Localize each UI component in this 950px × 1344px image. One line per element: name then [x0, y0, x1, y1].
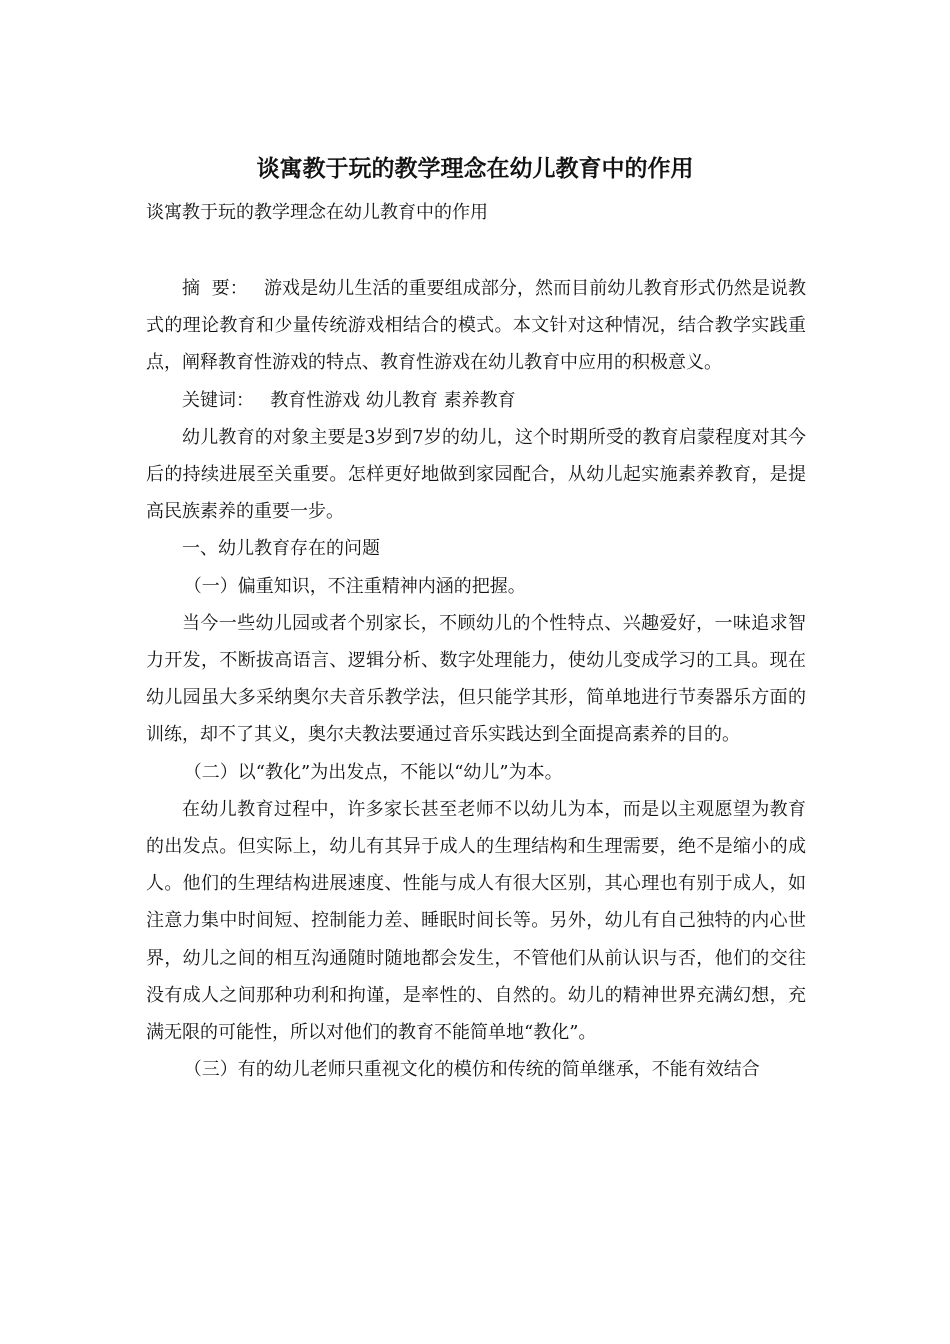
keywords-paragraph — [146, 382, 806, 419]
subsection-2-paragraph: 在幼儿教育过程中，许多家长甚至老师不以幼儿为本，而是以主观愿望为教育的出发点。但实际上，幼儿有其异于成人的生理结构和生理需要，绝不是缩小的成人。他们的生理结构进展速度、性能与成人有很大区别，其心理也有别于成人，如注意力集中时间短、控制能力差、睡眠时间长等。另外，幼儿有自己独特的内心世界，幼儿之间的相互沟通随时随地都会发生，不管他们从前认识与否，他们的交往没有成人之间那种功利和拘谨，是率性的、自然的。幼儿的精神世界充满幻想，充满无限的可能性，所以对他们的教育不能简单地“教化”。 — [146, 798, 806, 1044]
abstract-text: 游戏是幼儿生活的重要组成部分，然而目前幼儿教育形式仍然是说教式的理论教育和少量传统游戏相结合的模式。本文针对这种情况，结合教学实践重点，阐释教育性游戏的特点、教育性游戏在幼儿教育中应用的积极意义。 — [146, 278, 806, 374]
keywords-text: 教育性游戏 幼儿教育 素养教育 — [270, 389, 516, 411]
subsection-heading-1: （一）偏重知识，不注重精神内涵的把握。 — [183, 575, 526, 597]
subsection-heading-2: （二）以“教化”为出发点，不能以“幼儿”为本。 — [183, 761, 563, 783]
document-title: 谈寓教于玩的教学理念在幼儿教育中的作用 — [256, 156, 694, 182]
intro-paragraph: 幼儿教育的对象主要是3岁到7岁的幼儿，这个时期所受的教育启蒙程度对其今后的持续进展至关重要。怎样更好地做到家园配合，从幼儿起实施素养教育，是提高民族素养的重要一步。 — [146, 426, 806, 523]
document-body — [146, 270, 806, 1088]
abstract-paragraph — [146, 270, 806, 382]
abstract-label: 摘 要： — [182, 278, 248, 299]
document-subtitle: 谈寓教于玩的教学理念在幼儿教育中的作用 — [146, 202, 488, 223]
subsection-heading-3: （三）有的幼儿老师只重视文化的模仿和传统的简单继承，不能有效结合 — [183, 1059, 760, 1081]
keywords-label: 关键词： — [182, 389, 254, 411]
subsection-1-paragraph: 当今一些幼儿园或者个别家长，不顾幼儿的个性特点、兴趣爱好，一味追求智力开发，不断拔高语言、逻辑分析、数字处理能力，使幼儿变成学习的工具。现在幼儿园虽大多采纳奥尔夫音乐教学法，但只能学其形，简单地进行节奏器乐方面的训练，却不了其义，奥尔夫教法要通过音乐实践达到全面提高素养的目的。 — [146, 612, 806, 746]
section-heading-1: 一、幼儿教育存在的问题 — [182, 538, 380, 560]
